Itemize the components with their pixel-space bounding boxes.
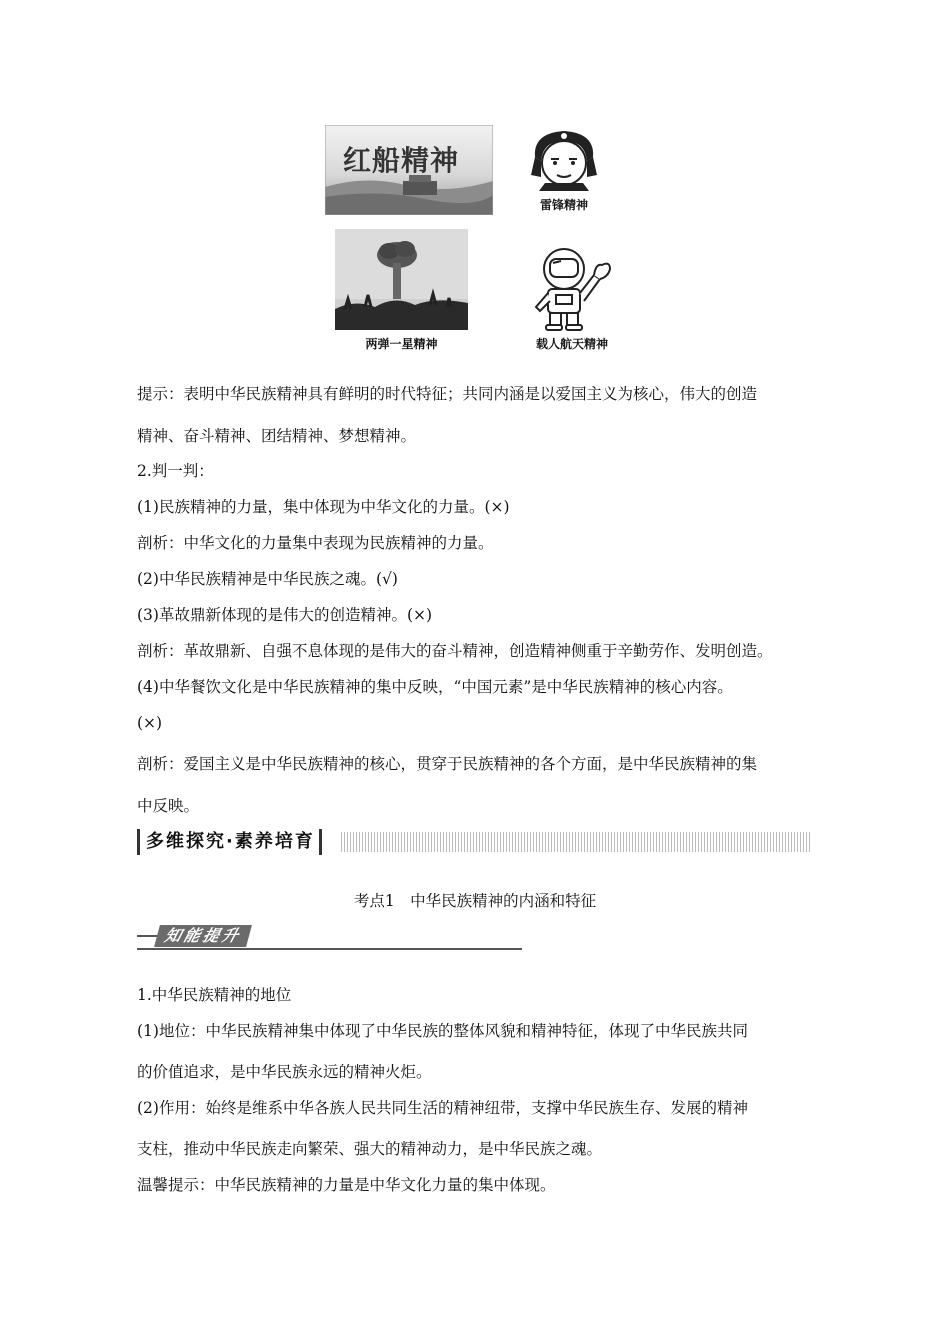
section-title: 多维探究·素养培育	[137, 829, 322, 855]
knowledge-tab	[137, 925, 522, 951]
zairen-caption: 载人航天精神	[535, 337, 608, 351]
leifeng-caption: 雷锋精神	[539, 198, 588, 212]
section-banner	[137, 829, 812, 855]
judge-analysis-4-line-2: 中反映。	[137, 797, 200, 815]
status-line-2: 的价值追求，是中华民族永远的精神火炬。	[137, 1063, 432, 1081]
status-line-1: (1)地位：中华民族精神集中体现了中华民族的整体风貌和精神特征，体现了中华民族共同	[137, 1022, 748, 1040]
tip-line: 温馨提示：中华民族精神的力量是中华文化力量的集中体现。	[137, 1176, 556, 1194]
knowledge-tab-label: 知能提升	[154, 925, 252, 947]
banner-hatch	[341, 832, 812, 852]
judge-analysis-4-line-1: 剖析：爱国主义是中华民族精神的核心，贯穿于民族精神的各个方面，是中华民族精神的集	[137, 755, 758, 773]
judge-heading: 2.判一判：	[137, 462, 214, 480]
topic-heading: 考点1 中华民族精神的内涵和特征	[353, 892, 597, 910]
hint-line-2: 精神、奋斗精神、团结精神、梦想精神。	[137, 427, 417, 445]
astronaut-icon	[528, 245, 616, 331]
status-heading: 1.中华民族精神的地位	[137, 986, 292, 1004]
liangdan-image	[335, 229, 468, 330]
role-line-2: 支柱，推动中华民族走向繁荣、强大的精神动力，是中华民族之魂。	[137, 1140, 603, 1158]
tab-underline	[137, 948, 522, 950]
hint-line-1: 提示：表明中华民族精神具有鲜明的时代特征；共同内涵是以爱国主义为核心，伟大的创造	[137, 385, 758, 403]
judge-item-3: (3)革故鼎新体现的是伟大的创造精神。(×)	[137, 606, 433, 624]
judge-item-2: (2)中华民族精神是中华民族之魂。(√)	[137, 570, 398, 588]
astronaut-image	[528, 245, 616, 331]
role-line-1: (2)作用：始终是维系中华各族人民共同生活的精神纽带，支撑中华民族生存、发展的精神	[137, 1099, 748, 1117]
mushroom-cloud-photo	[335, 229, 468, 330]
judge-analysis-1: 剖析：中华文化的力量集中表现为民族精神的力量。	[137, 534, 494, 552]
liangdan-caption: 两弹一星精神	[365, 337, 438, 351]
hongchuan-image	[325, 125, 493, 215]
leifeng-image	[527, 127, 601, 191]
judge-item-4: (4)中华餐饮文化是中华民族精神的集中反映，“中国元素”是中华民族精神的核心内容。	[137, 678, 733, 696]
leifeng-portrait-icon	[527, 127, 601, 191]
judge-item-4-mark: (×)	[137, 714, 163, 732]
hongchuan-title: 红船精神	[343, 144, 460, 177]
judge-item-1: (1)民族精神的力量，集中体现为中华文化的力量。(×)	[137, 498, 510, 516]
judge-analysis-3: 剖析：革故鼎新、自强不息体现的是伟大的奋斗精神，创造精神侧重于辛勤劳作、发明创造。	[137, 642, 773, 660]
